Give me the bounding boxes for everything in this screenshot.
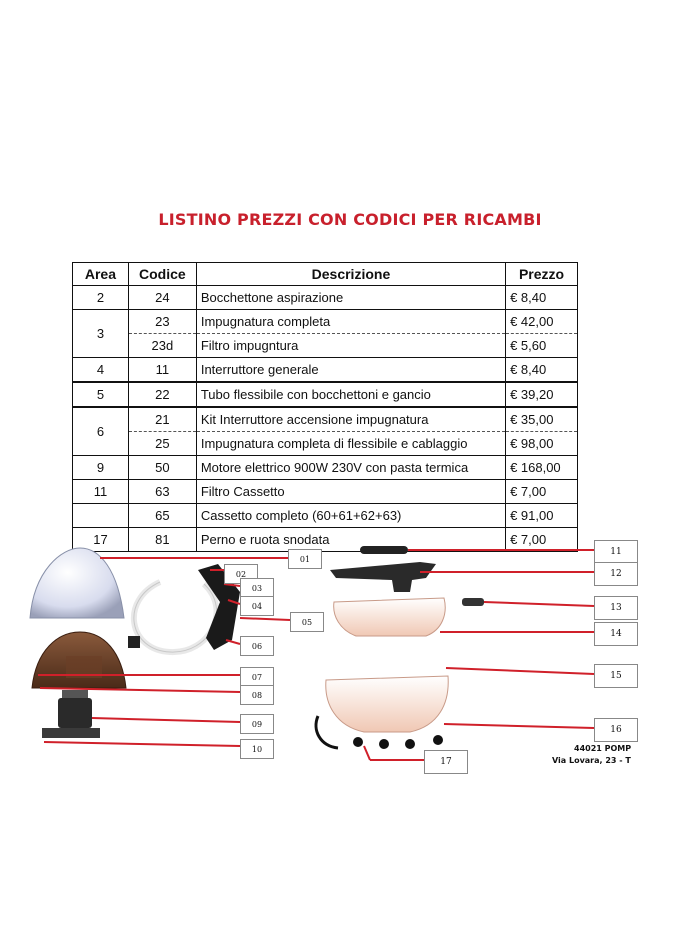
part-label-06: 06 <box>240 636 274 656</box>
part-label-12: 12 <box>594 562 638 586</box>
part-label-16: 16 <box>594 718 638 742</box>
descrizione-cell: Perno e ruota snodata <box>196 528 505 552</box>
part-label-04: 04 <box>240 596 274 616</box>
part-label-10: 10 <box>240 739 274 759</box>
part-label-15: 15 <box>594 664 638 688</box>
motor-housing-part <box>32 632 126 688</box>
codice-cell: 81 <box>128 528 196 552</box>
area-cell: 11 <box>73 480 129 504</box>
part-label-02: 02 <box>224 564 258 584</box>
table-row <box>73 456 578 480</box>
header-descrizione: Descrizione <box>196 263 505 286</box>
part-label-01: 01 <box>288 549 322 569</box>
area-cell: 4 <box>73 358 129 383</box>
descrizione-cell: Impugnatura completa di flessibile e cablaggio <box>196 432 505 456</box>
area-cell: 9 <box>73 456 129 480</box>
prezzo-cell: € 5,60 <box>506 334 578 358</box>
filter-connector-part <box>462 598 484 606</box>
area-cell: 3 <box>73 310 129 358</box>
page-title: LISTINO PREZZI CON CODICI PER RICAMBI <box>158 210 542 229</box>
descrizione-cell: Impugnatura completa <box>196 310 505 334</box>
footer-address: Via Lovara, 23 - T <box>552 756 631 765</box>
part-label-11: 11 <box>594 540 638 564</box>
area-cell: 17 <box>73 528 129 552</box>
codice-cell: 63 <box>128 480 196 504</box>
table-row <box>73 334 578 358</box>
part-label-13: 13 <box>594 596 638 620</box>
codice-cell: 11 <box>128 358 196 383</box>
codice-cell: 23 <box>128 310 196 334</box>
top-cover-part <box>330 562 436 592</box>
hose-part <box>128 582 217 652</box>
part-label-09: 09 <box>240 714 274 734</box>
codice-cell: 21 <box>128 407 196 432</box>
prezzo-cell: € 35,00 <box>506 407 578 432</box>
table-row <box>73 382 578 407</box>
table-row <box>73 286 578 310</box>
prezzo-cell: € 7,00 <box>506 528 578 552</box>
part-label-05: 05 <box>290 612 324 632</box>
codice-cell: 50 <box>128 456 196 480</box>
table-header-row <box>73 263 578 286</box>
table-row <box>73 358 578 383</box>
table-row <box>73 432 578 456</box>
area-cell: 2 <box>73 286 129 310</box>
prezzo-cell: € 39,20 <box>506 382 578 407</box>
descrizione-cell: Interruttore generale <box>196 358 505 383</box>
prezzo-cell: € 168,00 <box>506 456 578 480</box>
header-prezzo: Prezzo <box>506 263 578 286</box>
prezzo-cell: € 8,40 <box>506 286 578 310</box>
descrizione-cell: Kit Interruttore accensione impugnatura <box>196 407 505 432</box>
table-row <box>73 407 578 432</box>
table-row <box>73 480 578 504</box>
prezzo-cell: € 91,00 <box>506 504 578 528</box>
area-cell <box>73 504 129 528</box>
codice-cell: 24 <box>128 286 196 310</box>
header-codice: Codice <box>128 263 196 286</box>
part-label-17: 17 <box>424 750 468 774</box>
price-table <box>72 262 578 552</box>
codice-cell: 25 <box>128 432 196 456</box>
footer-postcode: 44021 POMP <box>574 744 632 753</box>
area-cell: 5 <box>73 382 129 407</box>
descrizione-cell: Bocchettone aspirazione <box>196 286 505 310</box>
codice-cell: 22 <box>128 382 196 407</box>
part-label-03: 03 <box>240 578 274 598</box>
codice-cell: 23d <box>128 334 196 358</box>
prezzo-cell: € 98,00 <box>506 432 578 456</box>
header-area: Area <box>73 263 129 286</box>
part-label-07: 07 <box>240 667 274 687</box>
codice-cell: 65 <box>128 504 196 528</box>
prezzo-cell: € 8,40 <box>506 358 578 383</box>
lower-tank-part <box>316 676 448 749</box>
descrizione-cell: Cassetto completo (60+61+62+63) <box>196 504 505 528</box>
table-row <box>73 310 578 334</box>
table-row <box>73 504 578 528</box>
exploded-parts-diagram <box>0 540 700 780</box>
upper-tank-part <box>334 598 446 636</box>
descrizione-cell: Filtro Cassetto <box>196 480 505 504</box>
part-label-08: 08 <box>240 685 274 705</box>
prezzo-cell: € 42,00 <box>506 310 578 334</box>
descrizione-cell: Filtro impugntura <box>196 334 505 358</box>
prezzo-cell: € 7,00 <box>506 480 578 504</box>
descrizione-cell: Tubo flessibile con bocchettoni e gancio <box>196 382 505 407</box>
part-label-14: 14 <box>594 622 638 646</box>
descrizione-cell: Motore elettrico 900W 230V con pasta termica <box>196 456 505 480</box>
motor-part <box>42 690 100 738</box>
switch-part <box>360 546 408 554</box>
area-cell: 6 <box>73 407 129 456</box>
